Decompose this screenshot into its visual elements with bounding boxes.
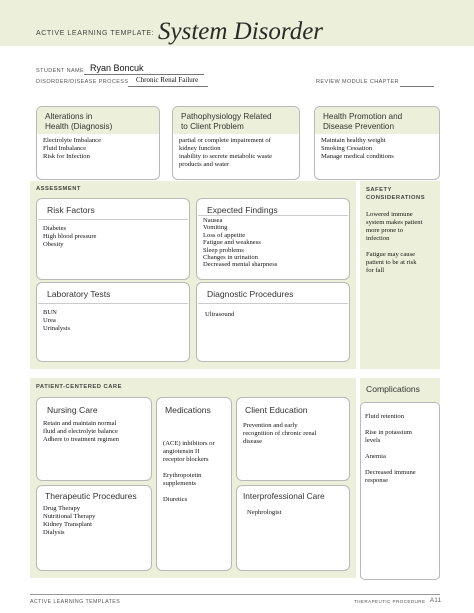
laboratory-tests-title: Laboratory Tests <box>47 289 111 299</box>
list-item[interactable]: supplements <box>163 480 196 487</box>
client-education-list[interactable] <box>243 422 316 446</box>
list-item[interactable]: Maintain healthy weight <box>321 137 386 144</box>
student-name-label: STUDENT NAME <box>36 68 85 74</box>
list-item[interactable]: Diabetes <box>43 225 67 232</box>
safety-title: SAFETY CONSIDERATIONS <box>366 187 426 201</box>
list-item[interactable] <box>163 488 215 496</box>
list-item[interactable]: Anemia <box>365 453 386 460</box>
list-item[interactable]: inability to secrete metabolic waste <box>179 153 273 160</box>
list-item[interactable]: Fluid retention <box>365 413 405 420</box>
review-module-line <box>400 86 434 87</box>
footer-rule <box>30 594 440 595</box>
divider <box>38 303 188 304</box>
nursing-care-list[interactable] <box>43 420 119 444</box>
medications-title: Medications <box>165 405 211 415</box>
health-promotion-title: Health Promotion and Disease Prevention <box>323 112 403 131</box>
student-name-value[interactable]: Ryan Boncuk <box>90 63 144 73</box>
patient-care-label: PATIENT-CENTERED CARE <box>36 384 122 390</box>
list-item[interactable]: Diuretics <box>163 496 188 503</box>
complications-box <box>360 402 440 580</box>
risk-factors-title: Risk Factors <box>47 205 95 215</box>
list-item[interactable]: Urinalysis <box>43 325 71 332</box>
list-item[interactable]: Vomiting <box>203 224 228 232</box>
list-item[interactable] <box>366 243 422 251</box>
list-item[interactable]: Nausea <box>203 217 223 224</box>
list-item[interactable]: Electrolyte Imbalance <box>43 137 102 144</box>
list-item[interactable]: fluid and electrolyte balance <box>43 428 118 435</box>
list-item[interactable]: Dialysis <box>43 529 65 536</box>
footer-left: ACTIVE LEARNING TEMPLATES <box>30 599 121 605</box>
list-item[interactable]: patient to be at risk <box>366 259 417 266</box>
list-item[interactable]: Fatigue may cause <box>366 251 416 258</box>
pathophysiology-box <box>172 106 300 180</box>
list-item[interactable]: Sleep problems <box>203 246 244 254</box>
therapeutic-procedures-title: Therapeutic Procedures <box>45 491 137 501</box>
diagnostic-procedures-list[interactable] <box>205 311 234 319</box>
risk-factors-box <box>36 198 190 280</box>
nursing-care-box <box>36 397 152 481</box>
diagnostic-procedures-box <box>196 282 350 362</box>
footer-right-label: THERAPEUTIC PROCEDURE <box>354 599 426 604</box>
list-item[interactable]: Adhere to treatment regimen <box>43 436 119 443</box>
nursing-care-title: Nursing Care <box>47 405 98 415</box>
disorder-label: DISORDER/DISEASE PROCESS <box>36 79 129 85</box>
list-item[interactable]: Fatigue and weakness <box>203 239 261 247</box>
list-item[interactable]: Obesity <box>43 241 64 248</box>
complications-list[interactable] <box>365 413 416 485</box>
divider <box>198 215 348 216</box>
list-item[interactable]: Ultrasound <box>205 311 235 318</box>
list-item[interactable]: recognition of chronic renal <box>243 430 317 437</box>
client-education-box <box>236 397 350 481</box>
alterations-box <box>36 106 160 180</box>
diagnostic-procedures-title: Diagnostic Procedures <box>207 289 294 299</box>
list-item[interactable]: disease <box>243 438 263 445</box>
therapeutic-procedures-list[interactable] <box>43 505 95 537</box>
expected-findings-list[interactable] <box>203 217 277 269</box>
list-item[interactable]: Changes in urination <box>203 254 258 262</box>
list-item[interactable]: angiotensin II <box>163 448 200 455</box>
disorder-line <box>128 86 208 87</box>
list-item[interactable]: Nutritional Therapy <box>43 513 96 520</box>
template-label: ACTIVE LEARNING TEMPLATE: <box>36 30 155 37</box>
list-item[interactable]: Erythropoietin <box>163 472 202 479</box>
assessment-label: ASSESSMENT <box>36 186 81 192</box>
list-item[interactable]: kidney function <box>179 145 221 152</box>
complications-title: Complications <box>366 384 420 394</box>
list-item[interactable]: infection <box>366 235 390 242</box>
list-item[interactable]: levels <box>365 437 381 444</box>
list-item[interactable]: partial or complete impairement of <box>179 137 271 144</box>
list-item[interactable]: system makes patient <box>366 219 423 226</box>
list-item[interactable]: High blood pressure <box>43 233 97 240</box>
divider <box>198 303 348 304</box>
therapeutic-procedures-box <box>36 485 152 571</box>
list-item[interactable] <box>365 461 416 469</box>
page-title: System Disorder <box>158 18 324 45</box>
review-module-label: REVIEW MODULE CHAPTER <box>316 79 399 85</box>
list-item[interactable]: Manage medical conditions <box>321 153 394 160</box>
risk-factors-list[interactable] <box>43 225 96 249</box>
expected-findings-title: Expected Findings <box>207 205 278 215</box>
list-item[interactable] <box>365 445 416 453</box>
interprofessional-care-box <box>236 485 350 571</box>
list-item[interactable]: Drug Therapy <box>43 505 81 512</box>
interprofessional-care-list[interactable] <box>247 509 281 517</box>
list-item[interactable]: Risk for Infection <box>43 153 90 160</box>
list-item[interactable]: receptor blockers <box>163 456 209 463</box>
laboratory-tests-list[interactable] <box>43 309 70 333</box>
list-item[interactable] <box>163 464 215 472</box>
list-item[interactable]: (ACE) inhibitors or <box>163 440 215 447</box>
laboratory-tests-box <box>36 282 190 362</box>
pathophysiology-list[interactable] <box>179 137 272 169</box>
list-item[interactable]: Fluid Imbalance <box>43 145 87 152</box>
disorder-value[interactable]: Chronic Renal Failure <box>136 76 199 84</box>
interprofessional-care-title: Interprofessional Care <box>243 491 325 501</box>
medications-list[interactable] <box>163 440 215 504</box>
alterations-list[interactable] <box>43 137 101 161</box>
list-item[interactable]: more prone to <box>366 227 403 234</box>
alterations-title: Alterations in Health (Diagnosis) <box>45 112 113 131</box>
list-item[interactable]: Retain and maintain normal <box>43 420 117 427</box>
list-item[interactable]: response <box>365 477 389 484</box>
health-promotion-list[interactable] <box>321 137 394 161</box>
client-education-title: Client Education <box>245 405 308 415</box>
list-item[interactable]: Lowered immune <box>366 211 413 218</box>
list-item[interactable]: Smoking Cessation <box>321 145 373 152</box>
page-number: A11 <box>430 598 442 604</box>
list-item[interactable]: Rise in potassium <box>365 429 412 436</box>
list-item[interactable]: Loss of appetite <box>203 231 246 239</box>
list-item[interactable]: for fall <box>366 267 385 274</box>
list-item[interactable]: Nephrologist <box>247 509 282 516</box>
safety-section <box>360 181 440 369</box>
medications-box <box>156 397 232 571</box>
list-item[interactable]: Decreased immune <box>365 469 416 476</box>
pathophysiology-title: Pathophysiology Related to Client Problem <box>181 112 272 131</box>
list-item[interactable]: BUN <box>43 309 57 316</box>
list-item[interactable]: Decreased mental sharpness <box>203 261 278 269</box>
health-promotion-box <box>314 106 440 180</box>
expected-findings-box <box>196 198 350 280</box>
list-item[interactable] <box>365 421 416 429</box>
list-item[interactable]: Prevention and early <box>243 422 298 429</box>
list-item[interactable]: Kidney Transplant <box>43 521 92 528</box>
safety-list[interactable] <box>366 211 422 275</box>
student-name-line <box>84 74 204 75</box>
list-item[interactable]: Urea <box>43 317 56 324</box>
divider <box>38 219 188 220</box>
list-item[interactable]: products and water <box>179 161 230 168</box>
